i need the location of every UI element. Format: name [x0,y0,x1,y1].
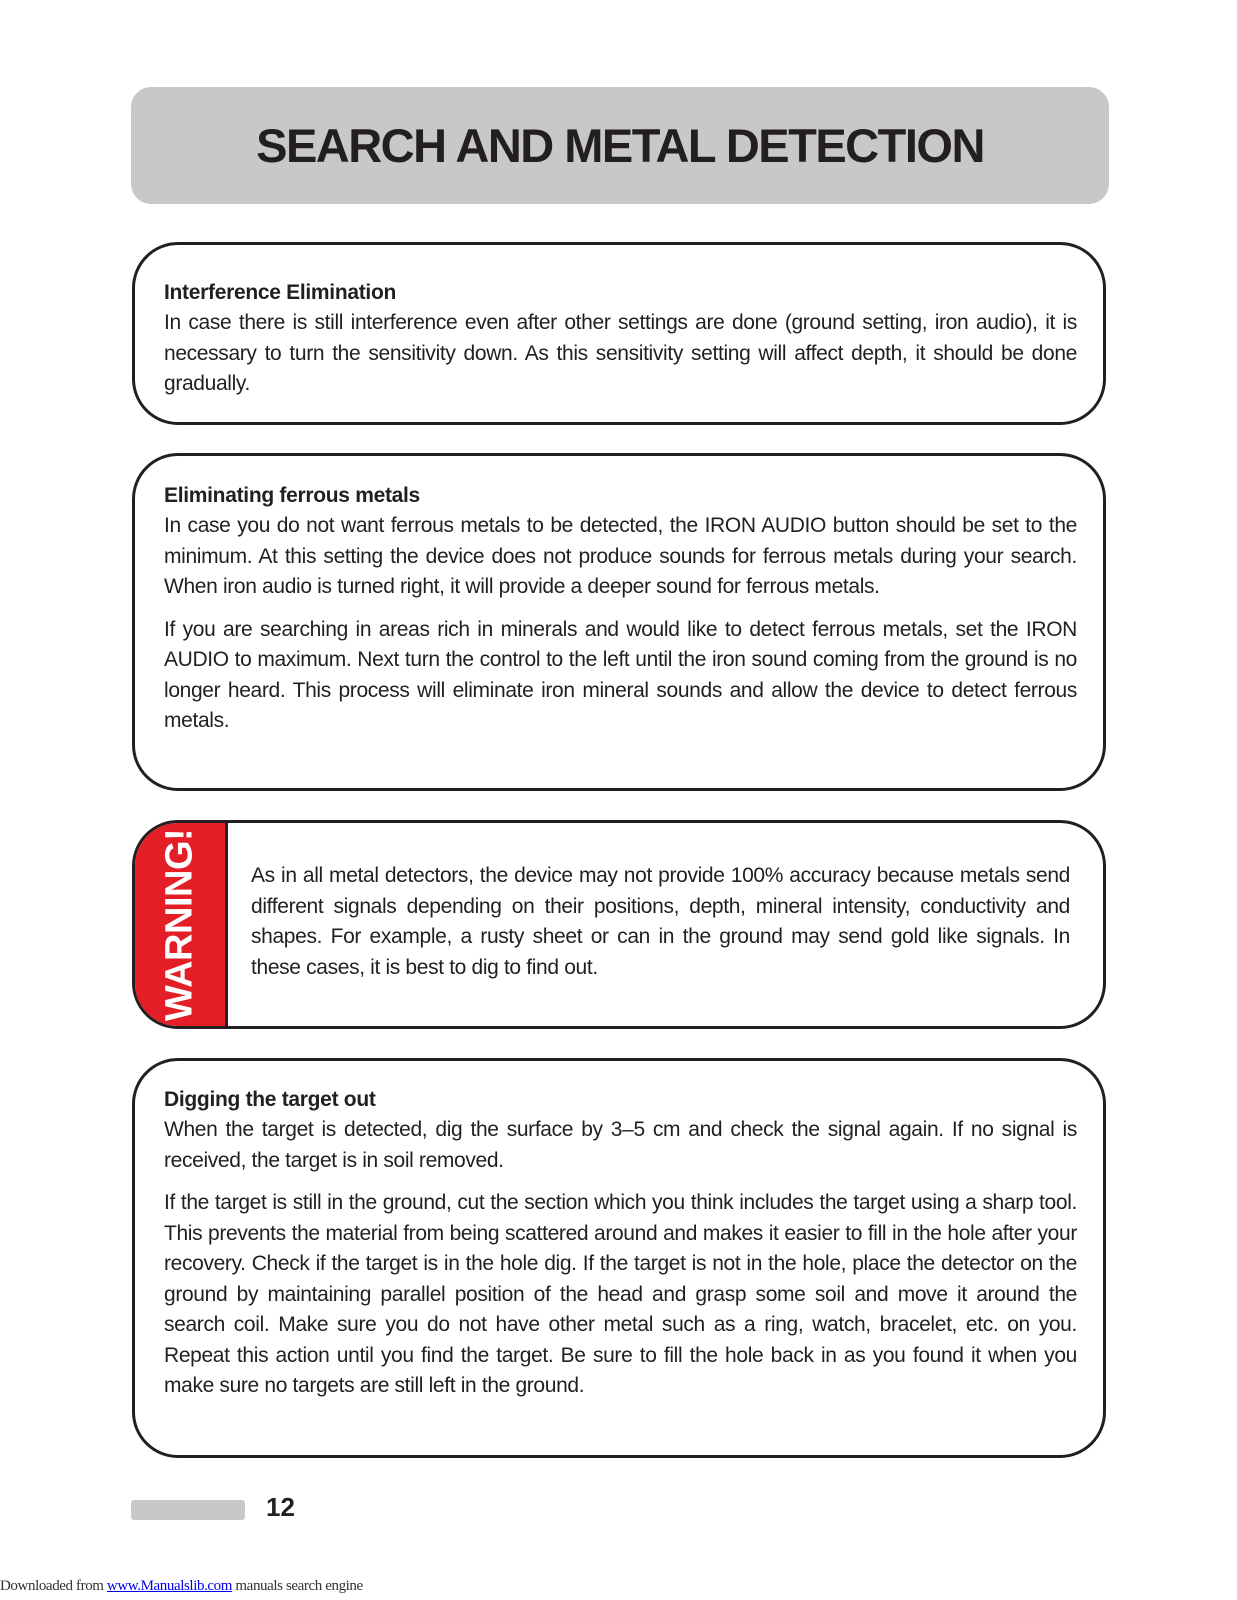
warning-section [132,820,1106,1029]
section-paragraph: If the target is still in the ground, cut the section which you think includes the target using a sharp tool. This prevents the material from being scattered around and makes it easier to fill in the hole after your recovery. Check if the target is in the hole dig. If the target is not in the hole, place the detector on the ground by maintaining parallel position of the head and grasp some soil and move it around the search coil. Make sure you do not have other metal such as a ring, watch, bracelet, etc. on you. Repeat this action until you find the target. Be sure to fill the hole back in as you found it when you make sure no targets are still left in the ground. [164,1191,1077,1397]
section-heading: Eliminating ferrous metals [164,484,420,507]
page-title: SEARCH AND METAL DETECTION [256,119,984,172]
digging-section [132,1058,1106,1458]
warning-text-container [251,861,1070,983]
watermark-prefix: Downloaded from [0,1578,107,1594]
warning-label: WARNING! [158,828,201,1021]
page-number: 12 [266,1492,295,1522]
warning-strip [135,823,228,1026]
interference-section [132,242,1106,425]
section-paragraph: In case you do not want ferrous metals to be detected, the IRON AUDIO button should be set to the minimum. At this setting the device does not produce sounds for ferrous metals during your search. When iron audio is turned right, it will provide a deeper sound for ferrous metals. [164,514,1077,598]
section-heading: Digging the target out [164,1088,376,1111]
footer-bar [131,1500,245,1520]
section-paragraph: In case there is still interference even after other settings are done (ground setting, iron audio), it is necessary to turn the sensitivity down. As this sensitivity setting will affect depth, it should be done gradually. [164,311,1077,395]
section-paragraph: When the target is detected, dig the surface by 3–5 cm and check the signal again. If no signal is received, the target is in soil removed. [164,1118,1077,1172]
section-heading: Interference Elimination [164,281,397,304]
section-paragraph: If you are searching in areas rich in minerals and would like to detect ferrous metals, set the IRON AUDIO to maximum. Next turn the control to the left until the iron sound coming from the ground is no longer heard. This process will eliminate iron mineral sounds and allow the device to detect ferrous metals. [164,617,1077,732]
download-watermark [0,1578,363,1595]
manualslib-link[interactable]: www.Manualslib.com [106,1578,233,1594]
page-title-bar [131,87,1109,204]
watermark-suffix: manuals search engine [232,1578,363,1594]
warning-text: As in all metal detectors, the device may not provide 100% accuracy because metals send different signals depending on their positions, depth, mineral intensity, conductivity and shapes. For example, a rusty sheet or can in the ground may send gold like signals. In these cases, it is best to dig to find out. [251,864,1070,979]
ferrous-section [132,453,1106,791]
